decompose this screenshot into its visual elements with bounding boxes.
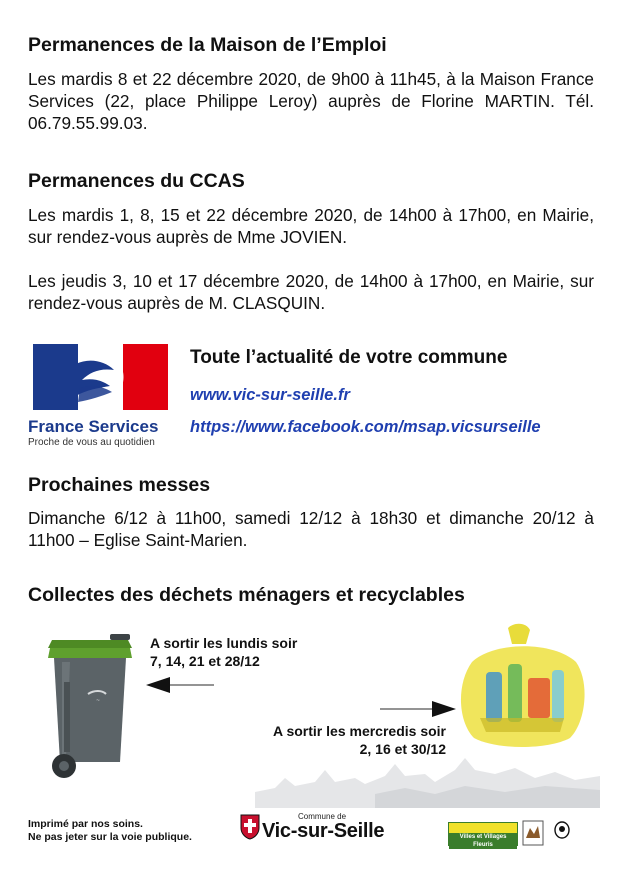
marianne-icon (28, 344, 173, 412)
svg-text:~: ~ (96, 698, 100, 704)
partner-seal-icon (552, 820, 572, 846)
france-services-tagline: Proche de vous au quotidien (28, 437, 155, 448)
actu-title: Toute l’actualité de votre commune (190, 347, 508, 368)
website-link[interactable]: www.vic-sur-seille.fr (190, 386, 350, 404)
villes-fleuries-label: Villes et Villages Fleuris (449, 833, 517, 849)
arrow-left-icon (146, 676, 216, 694)
lundi-label-line1: A sortir les lundis soir (150, 635, 298, 651)
wheelie-bin-icon (40, 632, 140, 780)
footer-no-litter: Ne pas jeter sur la voie publique. (28, 831, 192, 843)
arrow-right-icon (378, 700, 458, 718)
partner-logo-icon (522, 820, 544, 846)
emploi-text: Les mardis 8 et 22 décembre 2020, de 9h00 à 11h45, à la Maison France Services (22, place Philippe Leroy) auprès de Florine MARTIN. Tél. 06.79.55.99.03. (28, 69, 594, 133)
messes-text: Dimanche 6/12 à 11h00, samedi 12/12 à 18h30 et dimanche 20/12 à 11h00 – Eglise Saint-Marien. (28, 508, 594, 550)
ccas-text-1: Les mardis 1, 8, 15 et 22 décembre 2020, de 14h00 à 17h00, en Mairie, sur rendez-vous auprès de Mme JOVIEN. (28, 205, 594, 247)
emploi-title: Permanences de la Maison de l’Emploi (28, 34, 387, 56)
ccas-title: Permanences du CCAS (28, 170, 245, 192)
france-services-logo (28, 344, 173, 448)
commune-logo (240, 812, 400, 852)
mercredi-label-line2: 2, 16 et 30/12 (359, 741, 446, 757)
mercredi-label-line1: A sortir les mercredis soir (272, 723, 446, 739)
france-services-name: France Services (28, 417, 159, 436)
facebook-link[interactable]: https://www.facebook.com/msap.vicsurseille (190, 418, 541, 436)
ccas-text-2: Les jeudis 3, 10 et 17 décembre 2020, de 14h00 à 17h00, en Mairie, sur rendez-vous auprès de M. CLASQUIN. (28, 271, 594, 313)
commune-label: Commune de (298, 812, 347, 821)
footer-printed: Imprimé par nos soins. (28, 818, 143, 830)
coat-of-arms-icon (240, 814, 260, 840)
lundi-label-line2: 7, 14, 21 et 28/12 (150, 653, 260, 669)
collectes-title: Collectes des déchets ménagers et recyclables (28, 584, 465, 606)
villes-fleuries-badge (448, 822, 518, 846)
town-skyline-icon (255, 748, 600, 808)
messes-title: Prochaines messes (28, 474, 211, 496)
commune-name: Vic-sur-Seille (262, 820, 385, 842)
recycling-bag-icon (452, 622, 592, 752)
